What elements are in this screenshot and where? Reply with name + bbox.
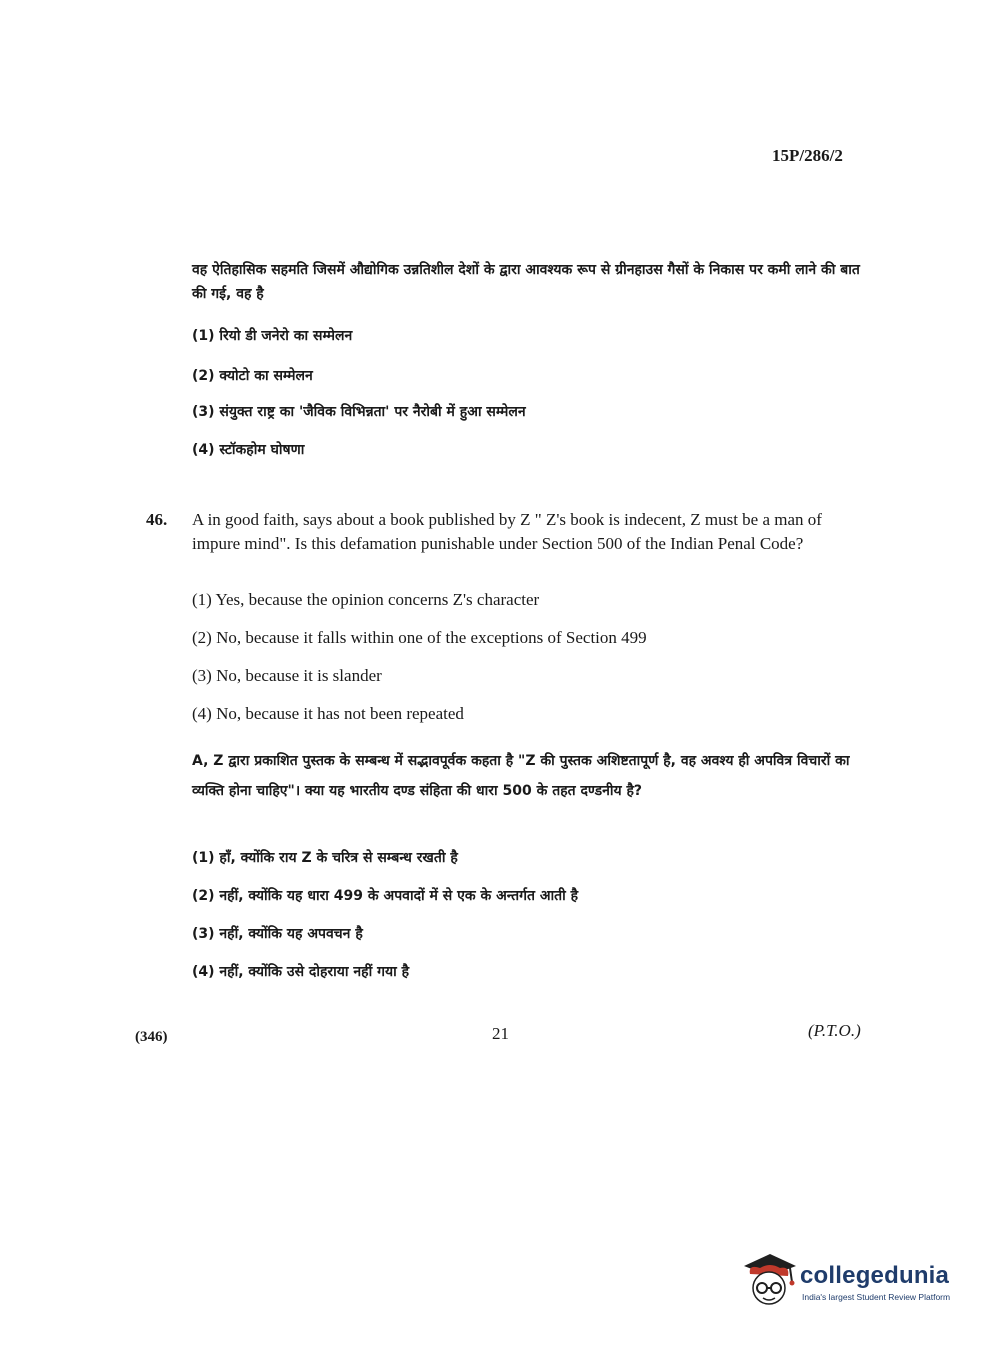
logo-tagline: India's largest Student Review Platform [802, 1292, 951, 1302]
q46-hindi-question-text: A, Z द्वारा प्रकाशित पुस्तक के सम्बन्ध में सद्भावपूर्वक कहता है "Z की पुस्तक अशिष्टतापूर्ण है, वह अवश्य ही अपवित्र विचारों का व्यक्ति होना चाहिए"। क्या यह भारतीय दण्ड संहिता की धारा 500 के तहत दण्डनीय है? [192, 753, 850, 799]
please-turn-over: (P.T.O.) [808, 1021, 861, 1040]
q46-english-option-1: (1) Yes, because the opinion concerns Z's character [192, 590, 540, 609]
footer-code: (346) [135, 1029, 168, 1045]
logo-name: collegedunia [800, 1262, 950, 1289]
q46-hindi-option-2: (2) नहीं, क्योंकि यह धारा 499 के अपवादों में से एक के अन्तर्गत आती है [192, 888, 579, 904]
q45-hindi-option-2: (2) क्योटो का सम्मेलन [192, 368, 313, 384]
q46-english-option-4: (4) No, because it has not been repeated [192, 704, 464, 723]
q46-english-option-3: (3) No, because it is slander [192, 666, 382, 685]
q46-hindi-option-4: (4) नहीं, क्योंकि उसे दोहराया नहीं गया है [192, 964, 410, 980]
page-number: 21 [492, 1024, 509, 1043]
paper-code: 15P/286/2 [772, 146, 843, 165]
q45-hindi-option-1: (1) रियो डी जनेरो का सम्मेलन [192, 328, 353, 344]
q46-hindi-option-3: (3) नहीं, क्योंकि यह अपवचन है [192, 926, 363, 942]
q45-hindi-question-text: वह ऐतिहासिक सहमति जिसमें औद्योगिक उन्नतिशील देशों के द्वारा आवश्यक रूप से ग्रीनहाउस गैसों के निकास पर कमी लाने की बात की गई, वह है [192, 262, 860, 302]
q45-hindi-option-4: (4) स्टॉकहोम घोषणा [192, 442, 305, 458]
collegedunia-logo [740, 1248, 970, 1312]
q45-hindi-option-3: (3) संयुक्त राष्ट्र का 'जैविक विभिन्नता' पर नैरोबी में हुआ सम्मेलन [192, 404, 526, 420]
q46-hindi-option-1: (1) हाँ, क्योंकि राय Z के चरित्र से सम्बन्ध रखती है [192, 850, 458, 866]
q46-number: 46. [146, 510, 168, 529]
q46-english-question-text: A in good faith, says about a book published by Z " Z's book is indecent, Z must be a man of impure mind". Is this defamation punishable under Section 500 of the Indian Penal Code? [192, 510, 822, 553]
q46-english-question [192, 508, 872, 556]
mascot-icon [740, 1248, 800, 1312]
q45-hindi-question [192, 258, 872, 306]
q46-hindi-question [192, 746, 876, 806]
q46-english-option-2: (2) No, because it falls within one of the exceptions of Section 499 [192, 628, 647, 647]
